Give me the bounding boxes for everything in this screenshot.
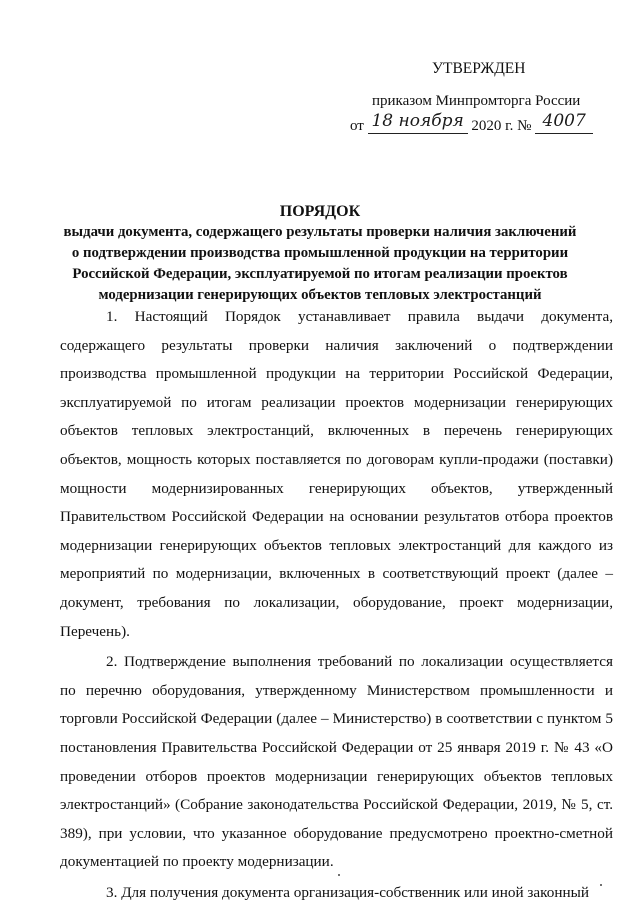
paragraph-3: 3. Для получения документа организация-собственник или иной законный xyxy=(106,883,589,901)
order-date-number-line xyxy=(350,111,593,135)
document-title: ПОРЯДОК xyxy=(279,203,361,220)
from-prefix: от xyxy=(350,118,364,134)
document-body xyxy=(60,303,613,907)
scan-artifact xyxy=(338,874,340,876)
paragraph-1: 1. Настоящий Порядок устанавливает правила выдачи документа, содержащего результаты проверки наличия заключений о подтверждении производства промышленной продукции на территории Российской Федерации, эксплуатируемой по итогам реализации проектов модернизации генерирующих объектов тепловых электростанций, включенных в перечень генерирующих объектов, мощность которых поставляется по договорам купли-продажи (поставки) мощности модернизированных генерирующих объектов, утвержденный Правительством Российской Федерации на основании результатов отбора проектов модернизации генерирующих объектов тепловых электростанций для каждого из мероприятий по модернизации, включенных в соответствующий проект (далее – документ, требования по локализации, оборудование, проект модернизации, Перечень). xyxy=(60,308,613,640)
order-reference: приказом Минпромторга России xyxy=(372,93,581,109)
year-number-label: 2020 г. № xyxy=(471,118,532,134)
handwritten-number-field xyxy=(535,111,593,134)
approval-stamp: УТВЕРЖДЕН xyxy=(432,60,526,77)
paragraph-2: 2. Подтверждение выполнения требований по локализации осуществляется по перечню оборудования, утвержденному Министерством промышленности и торговли Российской Федерации (далее – Министерство) в соответствии с пунктом 5 постановления Правительства Российской Федерации от 25 января 2019 г. № 43 «О проведении отборов проектов модернизации генерирующих объектов тепловых электростанций» (Собрание законодательства Российской Федерации, 2019, № 5, ст. 389), при условии, что указанное оборудование предусмотрено проектно-сметной документацией по проекту модернизации. xyxy=(60,653,613,871)
handwritten-date: 18 ноября xyxy=(371,111,464,131)
handwritten-number: 4007 xyxy=(542,111,586,131)
scan-artifact xyxy=(600,884,602,886)
document-subtitle: выдачи документа, содержащего результаты проверки наличия заключений о подтверждении производства промышленной продукции на территории Российской Федерации, эксплуатируемой по итогам реализации проектов модернизации генерирующих объектов тепловых электростанций xyxy=(63,224,577,303)
handwritten-date-field xyxy=(368,111,468,134)
